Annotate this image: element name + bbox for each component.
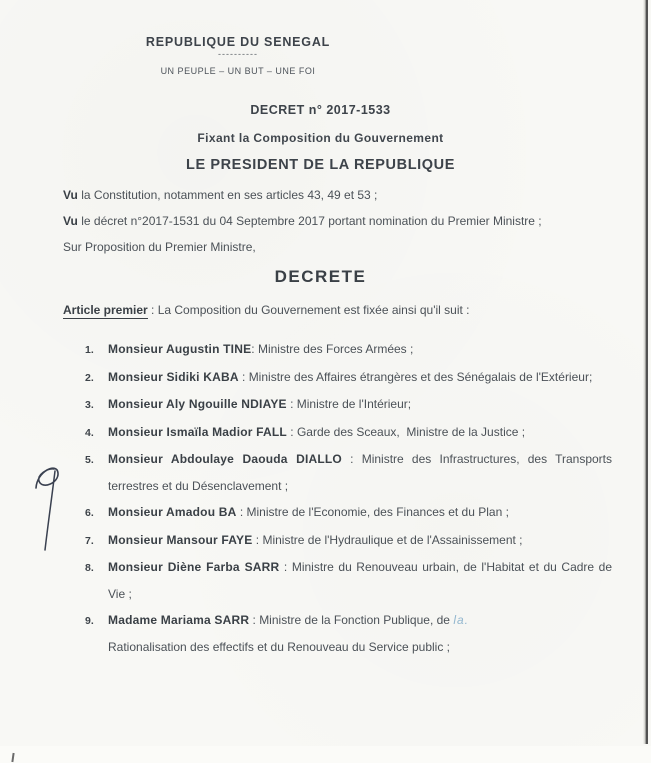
article-premier-text: : La Composition du Gouvernement est fixée ainsi qu'il suit : [147, 303, 470, 317]
minister-name: Madame Mariama SARR [108, 613, 250, 627]
minister-text [108, 446, 612, 499]
visa-constitution-text: la Constitution, notamment en ses articles 43, 49 et 53 ; [77, 188, 378, 202]
minister-role: : Ministre de l'Economie, des Finances et du Plan ; [236, 505, 509, 519]
handwritten-pen-mark [24, 458, 70, 554]
vu-lead: Vu [63, 214, 78, 228]
minister-role: : Ministre du Renouveau urbain, de l'Habitat et du Cadre de Vie ; [108, 560, 612, 601]
minister-number: 6. [85, 507, 94, 519]
decree-number-heading: DECRET n° 2017-1533 [250, 103, 391, 117]
minister-role: : Ministre des Forces Armées ; [251, 342, 414, 356]
minister-text [108, 607, 612, 660]
ministers-list [85, 336, 612, 660]
minister-text [108, 391, 612, 419]
minister-text [108, 499, 612, 527]
decree-subject-heading: Fixant la Composition du Gouvernement [197, 131, 444, 145]
minister-name: Monsieur Diène Farba SARR [108, 560, 280, 574]
minister-role-continuation: Rationalisation des effectifs et du Renouveau du Service public ; [108, 639, 450, 654]
scan-bottom-strip [0, 746, 651, 763]
minister-role: : Ministre de la Fonction Publique, de [249, 613, 454, 627]
scan-edge-shadow [643, 0, 648, 744]
handwritten-la: la. [453, 613, 469, 627]
article-premier-line [63, 303, 612, 317]
minister-number: 4. [85, 426, 94, 439]
minister-text [108, 554, 612, 607]
minister-number: 9. [85, 615, 94, 627]
minister-name: Monsieur Mansour FAYE [108, 532, 253, 547]
minister-role: : Garde des Sceaux, Ministre de la Justice ; [286, 424, 526, 439]
minister-number: 8. [85, 562, 94, 574]
minister-list-item [85, 607, 612, 660]
minister-role: : Ministre des Infrastructures, des Transports terrestres et du Désenclavement ; [108, 452, 612, 493]
minister-list-item [85, 419, 612, 447]
minister-number: 7. [85, 534, 94, 547]
minister-list-item [85, 391, 612, 419]
document-body [63, 0, 612, 676]
minister-list-item [85, 527, 612, 555]
visa-decree-text: le décret n°2017-1531 du 04 Septembre 2017 portant nomination du Premier Ministre ; [77, 214, 542, 228]
decrete-heading: DECRETE [274, 267, 367, 286]
minister-role: : Ministre de l'Intérieur; [286, 397, 412, 411]
minister-list-item [85, 446, 612, 499]
minister-name: Monsieur Ismaïla Madior FALL [108, 424, 287, 439]
president-heading: LE PRESIDENT DE LA REPUBLIQUE [185, 157, 456, 173]
visa-constitution [63, 188, 612, 202]
visa-decree [63, 214, 612, 228]
national-header [115, 35, 361, 76]
minister-name: Monsieur Augustin TINE [108, 342, 252, 356]
minister-list-item [85, 554, 612, 607]
minister-text [108, 527, 612, 555]
minister-name: Monsieur Amadou BA [108, 505, 237, 519]
proposition-line: Sur Proposition du Premier Ministre, [63, 240, 256, 254]
minister-role: : Ministre des Affaires étrangères et des Sénégalais de l'Extérieur; [238, 369, 593, 384]
header-separator: ---------- [218, 49, 258, 59]
article-premier-label: Article premier [63, 303, 148, 317]
minister-list-item [85, 336, 612, 364]
republic-title: REPUBLIQUE DU SENEGAL [145, 35, 331, 49]
minister-list-item [85, 364, 612, 392]
minister-number: 2. [85, 371, 94, 384]
minister-name: Monsieur Aly Ngouille NDIAYE [108, 397, 287, 411]
minister-number: 1. [85, 344, 94, 356]
minister-text [108, 336, 612, 364]
national-motto: UN PEUPLE – UN BUT – UNE FOI [160, 66, 316, 76]
minister-number: 3. [85, 399, 94, 411]
minister-text [108, 419, 612, 447]
minister-name: Monsieur Abdoulaye Daouda DIALLO [108, 452, 342, 466]
minister-text [108, 364, 612, 392]
minister-number: 5. [85, 454, 94, 466]
vu-lead: Vu [63, 188, 78, 202]
minister-role: : Ministre de l'Hydraulique et de l'Assainissement ; [252, 532, 523, 547]
minister-name: Monsieur Sidiki KABA [108, 369, 239, 384]
minister-list-item [85, 499, 612, 527]
